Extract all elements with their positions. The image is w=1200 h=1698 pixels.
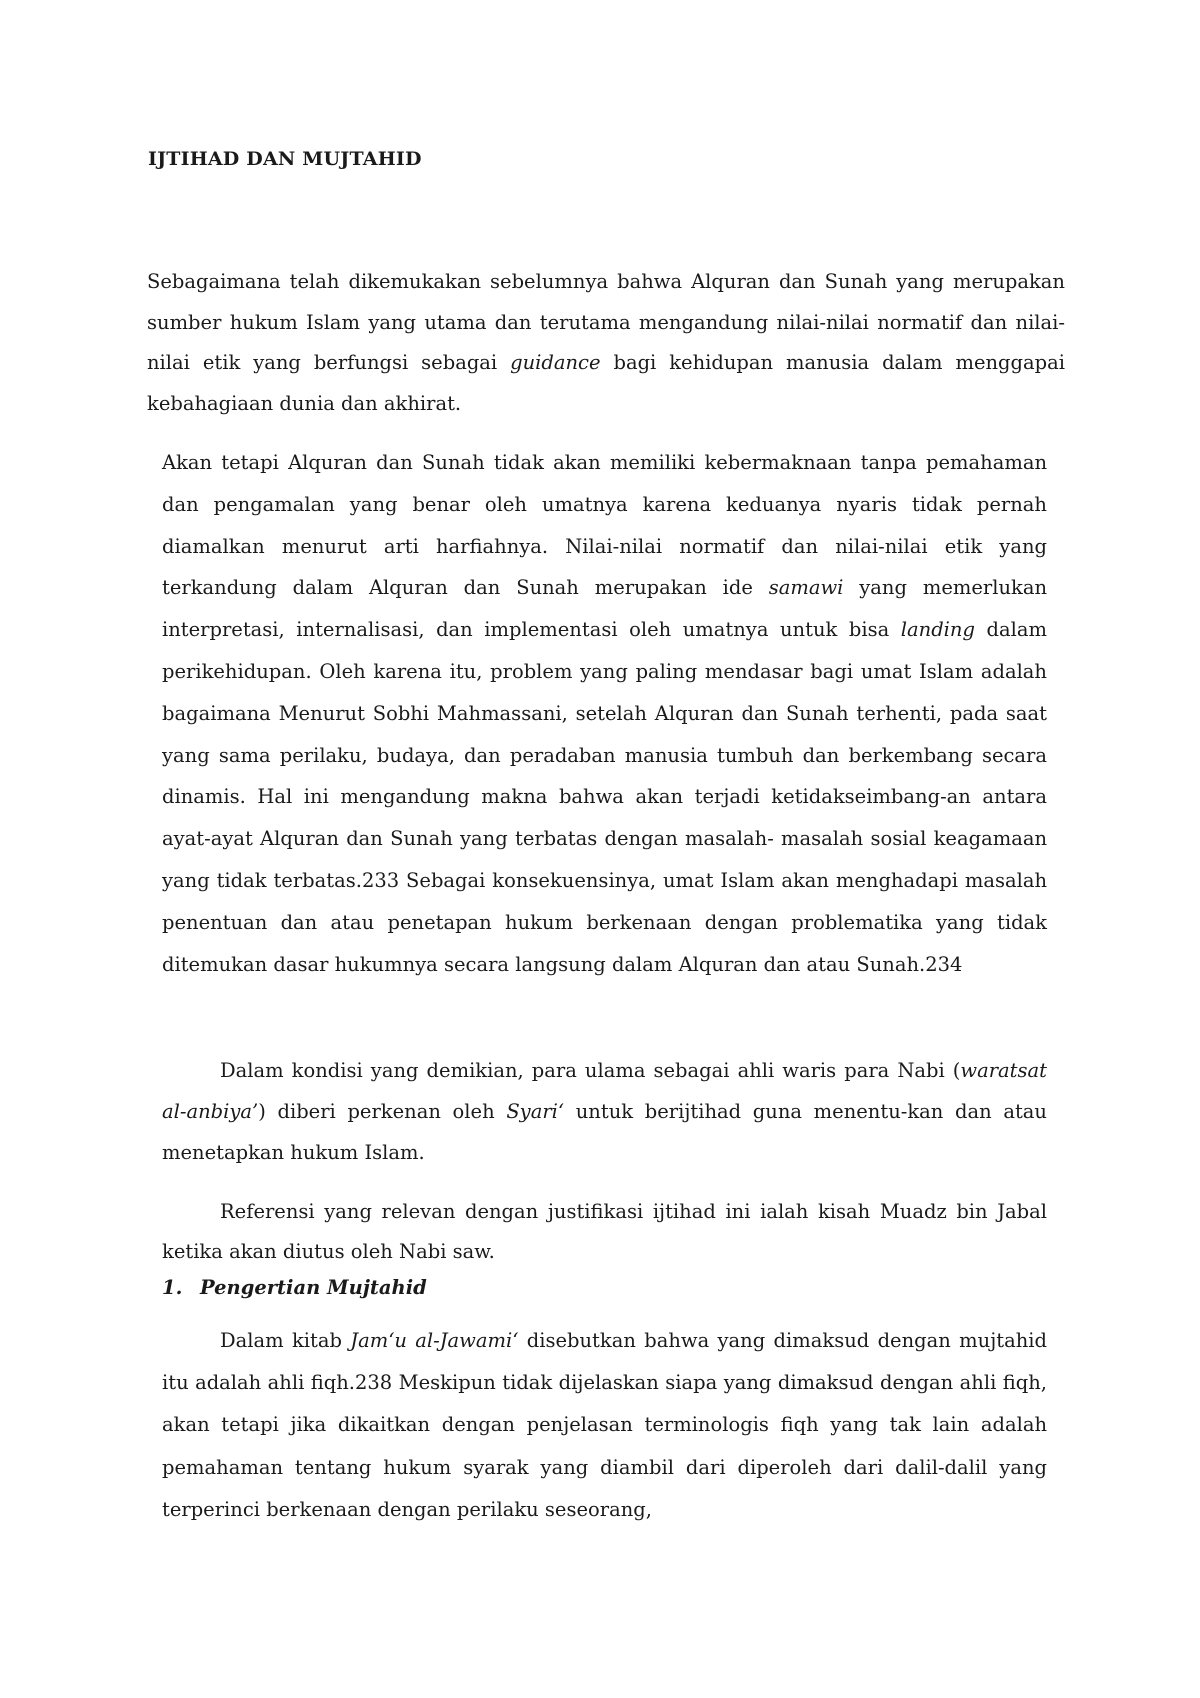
italic-term-waratsat: waratsat al-anbiya’ — [162, 1059, 1047, 1123]
paragraph-text: yang memerlukan interpretasi, internalisasi, dan implementasi oleh umatnya untuk bisa — [162, 576, 1048, 642]
italic-term-syari: Syari‘ — [506, 1100, 565, 1123]
paragraph-text: Akan tetapi Alquran dan Sunah tidak akan memiliki kebermaknaan tanpa pemahaman dan pengamalan yang benar oleh umatnya karena keduanya nyaris tidak pernah diamalkan menurut arti harfiahnya. Nilai-nilai normatif dan nilai-nilai etik yang terkandung dalam Alquran dan Sunah merupakan ide — [162, 451, 1047, 600]
section-number: 1. — [162, 1276, 183, 1299]
paragraph-text: disebutkan bahwa yang dimaksud dengan mujtahid itu adalah ahli fiqh.238 Meskipun tidak dijelaskan siapa yang dimaksud dengan ahli fiqh, akan tetapi jika dikaitkan dengan penjelasan terminologis fiqh yang tak lain adalah pemahaman tentang hukum syarak yang diambil dari diperoleh dari dalil-dalil yang terperinci berkenaan dengan perilaku seseorang, — [162, 1329, 1047, 1521]
italic-term-samawi: samawi — [768, 576, 844, 600]
paragraph-ulama — [162, 1050, 1047, 1173]
paragraph-text: ) diberi perkenan oleh — [258, 1100, 507, 1123]
paragraph-text: bagi kehidupan manusia dalam menggapai kebahagiaan dunia dan akhirat. — [147, 351, 1065, 415]
paragraph-text: Dalam kondisi yang demikian, para ulama sebagai ahli waris para Nabi ( — [220, 1059, 961, 1082]
section-heading — [162, 1276, 427, 1299]
paragraph-intro — [147, 262, 1065, 424]
paragraph-text: untuk berijtihad guna menentu-kan dan atau menetapkan hukum Islam. — [162, 1100, 1047, 1164]
paragraph-text: Sebagaimana telah dikemukakan sebelumnya bahwa Alquran dan Sunah yang merupakan sumber hukum Islam yang utama dan terutama mengandung nilai-nilai normatif dan nilai-nilai etik yang berfungsi sebagai — [147, 270, 1065, 374]
italic-term-jamu-al-jawami: Jam‘u al-Jawami‘ — [350, 1329, 519, 1352]
paragraph-mujtahid-definition — [162, 1320, 1047, 1531]
paragraph-text: dalam perikehidupan. Oleh karena itu, problem yang paling mendasar bagi umat Islam adalah bagaimana Menurut Sobhi Mahmassani, setelah Alquran dan Sunah terhenti, pada saat yang sama perilaku, budaya, dan peradaban manusia tumbuh dan berkembang secara dinamis. Hal ini mengandung makna bahwa akan terjadi ketidakseimbang-an antara ayat-ayat Alquran dan Sunah yang terbatas dengan masalah- masalah sosial keagamaan yang tidak terbatas.233 Sebagai konsekuensinya, umat Islam akan menghadapi masalah penentuan dan atau penetapan hukum berkenaan dengan problematika yang tidak ditemukan dasar hukumnya secara langsung dalam Alquran dan atau Sunah.234 — [162, 618, 1047, 976]
paragraph-reference — [162, 1192, 1047, 1272]
section-heading-text: Pengertian Mujtahid — [200, 1276, 427, 1299]
italic-term-landing: landing — [900, 618, 975, 642]
paragraph-text: Dalam kitab — [220, 1329, 351, 1352]
italic-term-guidance: guidance — [510, 351, 601, 374]
document-title: IJTIHAD DAN MUJTAHID — [148, 148, 422, 170]
paragraph-interpretation — [162, 442, 1047, 985]
paragraph-text: Referensi yang relevan dengan justifikasi ijtihad ini ialah kisah Muadz bin Jabal ketika akan diutus oleh Nabi saw. — [162, 1200, 1047, 1263]
